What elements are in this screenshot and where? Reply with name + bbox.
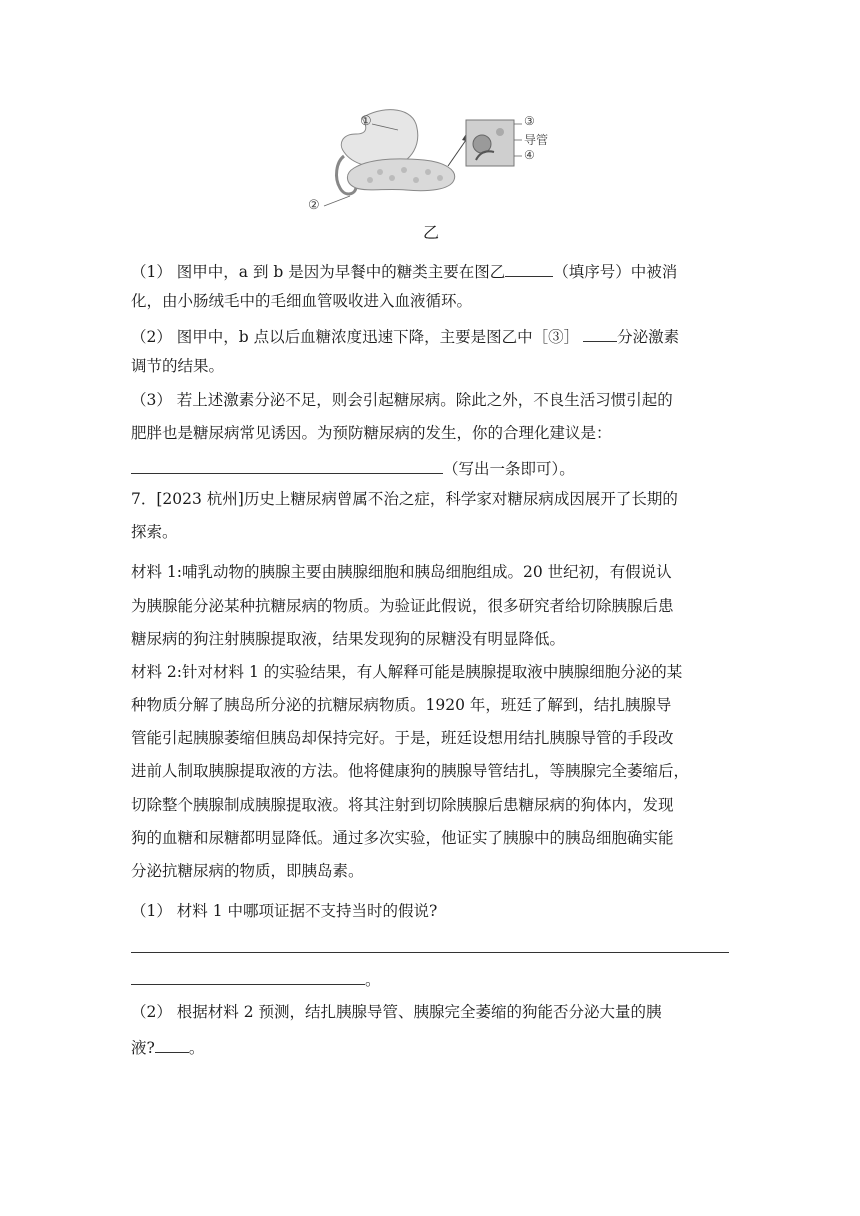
q6-part2-text: （2） 图甲中，b 点以后血糖浓度迅速下降，主要是图乙中［③］ bbox=[131, 328, 580, 346]
material2-line2: 种物质分解了胰岛所分泌的抗糖尿病物质。1920 年，班廷了解到，结扎胰腺导 bbox=[131, 696, 672, 714]
q7-sub1-answer-line2 bbox=[131, 970, 731, 989]
material2-line5: 切除整个胰腺制成胰腺提取液。将其注射到切除胰腺后患糖尿病的狗体内，发现 bbox=[131, 796, 674, 814]
answer-blank[interactable] bbox=[583, 327, 617, 342]
q6-part3-line1: （3） 若上述激素分泌不足，则会引起糖尿病。除此之外，不良生活习惯引起的 bbox=[131, 391, 673, 409]
label-duct: 导管 bbox=[524, 133, 549, 147]
pancreas-shape bbox=[347, 159, 454, 191]
q6-part2-line2: 调节的结果。 bbox=[131, 357, 225, 375]
q6-part1-text: （1） 图甲中，a 到 b 是因为早餐中的糖类主要在图乙 bbox=[131, 263, 506, 281]
q6-part3-tail: （写出一条即可）。 bbox=[443, 460, 575, 478]
q7-sub2-text: 液? bbox=[131, 1039, 155, 1057]
q6-part2-line1 bbox=[131, 327, 731, 346]
label-1: ① bbox=[360, 114, 372, 129]
q6-part3-line3 bbox=[131, 459, 731, 478]
material2-line6: 狗的血糖和尿糖都明显降低。通过多次实验，他证实了胰腺中的胰岛细胞确实能 bbox=[131, 829, 674, 847]
answer-line[interactable] bbox=[131, 952, 729, 953]
label-2: ② bbox=[308, 198, 320, 213]
answer-blank[interactable] bbox=[155, 1038, 189, 1053]
pancreas-diagram bbox=[300, 100, 560, 230]
answer-blank[interactable] bbox=[131, 459, 443, 474]
q7-line2: 探索。 bbox=[131, 523, 178, 541]
material2-line1: 材料 2:针对材料 1 的实验结果，有人解释可能是胰腺提取液中胰腺细胞分泌的某 bbox=[131, 663, 683, 681]
material1-line2: 为胰腺能分泌某种抗糖尿病的物质。为验证此假说，很多研究者给切除胰腺后患 bbox=[131, 597, 674, 615]
pancreas-figure bbox=[300, 100, 560, 230]
q6-part1-line2: 化，由小肠绒毛中的毛细血管吸收进入血液循环。 bbox=[131, 292, 473, 310]
material2-line3: 管能引起胰腺萎缩但胰岛却保持完好。于是，班廷设想用结扎胰腺导管的手段改 bbox=[131, 729, 674, 747]
q6-part1-line1 bbox=[131, 262, 731, 281]
label-3: ③ bbox=[524, 114, 535, 128]
q7-sub1-end: 。 bbox=[365, 971, 381, 989]
q7-sub2-line2 bbox=[131, 1038, 731, 1057]
q7-sub2-line1: （2） 根据材料 2 预测，结扎胰腺导管、胰腺完全萎缩的狗能否分泌大量的胰 bbox=[131, 1003, 662, 1021]
q6-part2-tail: 分泌激素 bbox=[617, 328, 680, 346]
material2-line7: 分泌抗糖尿病的物质，即胰岛素。 bbox=[131, 862, 364, 880]
figure-caption: 乙 bbox=[422, 223, 439, 242]
q6-part3-line2: 肥胖也是糖尿病常见诱因。为预防糖尿病的发生，你的合理化建议是： bbox=[131, 424, 612, 442]
q7-sub1: （1） 材料 1 中哪项证据不支持当时的假说? bbox=[131, 902, 438, 920]
answer-blank[interactable] bbox=[505, 262, 553, 277]
label-4: ④ bbox=[524, 148, 535, 162]
material1-line3: 糖尿病的狗注射胰腺提取液，结果发现狗的尿糖没有明显降低。 bbox=[131, 630, 566, 648]
q6-part1-tail: （填序号）中被消 bbox=[553, 263, 678, 281]
material1-line1: 材料 1:哺乳动物的胰腺主要由胰腺细胞和胰岛细胞组成。20 世纪初，有假说认 bbox=[131, 563, 672, 581]
material2-line4: 进前人制取胰腺提取液的方法。他将健康狗的胰腺导管结扎，等胰腺完全萎缩后， bbox=[131, 762, 690, 780]
answer-blank[interactable] bbox=[131, 970, 365, 985]
q7-line1: 7．[2023 杭州]历史上糖尿病曾属不治之症，科学家对糖尿病成因展开了长期的 bbox=[131, 490, 678, 508]
q7-sub2-end: 。 bbox=[188, 1039, 205, 1057]
